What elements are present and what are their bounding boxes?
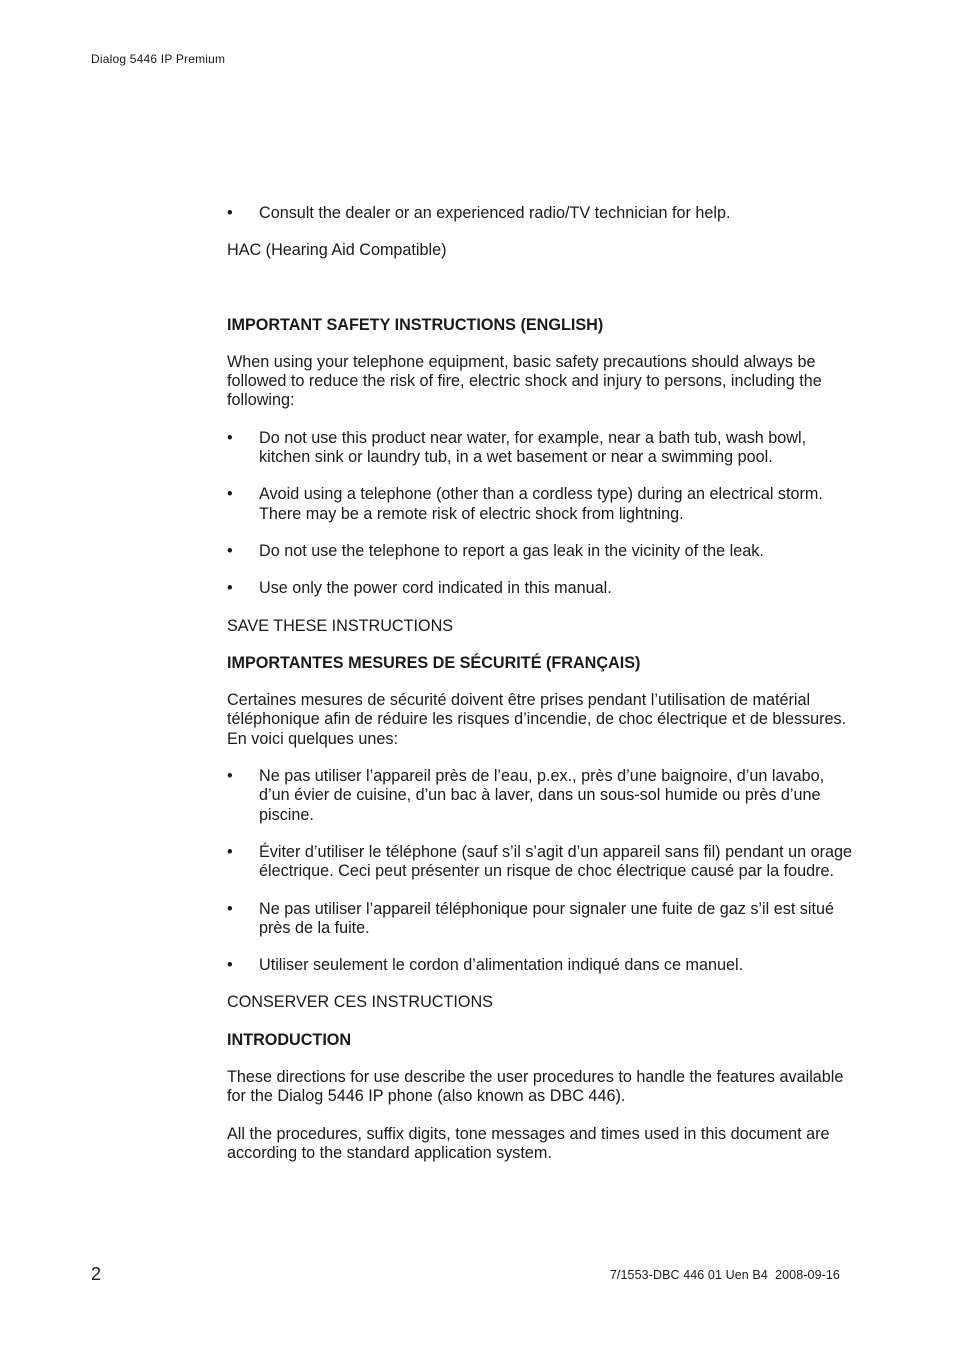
bullet-marker: • [227, 485, 233, 504]
save-instructions: SAVE THESE INSTRUCTIONS [227, 616, 454, 635]
english-intro: When using your telephone equipment, basic safety precautions should always be followed to reduce the risk of fire, electric shock and injury to persons, including the following: [227, 352, 822, 410]
bullet-marker: • [227, 204, 233, 222]
section-heading-introduction: INTRODUCTION [227, 1030, 352, 1049]
section-spacer [227, 279, 852, 316]
list-item [227, 204, 852, 223]
list-item-text: Consult the dealer or an experienced radio/TV technician for help. [259, 204, 731, 222]
list-item [227, 843, 852, 882]
bullet-marker: • [227, 842, 233, 861]
introduction-paragraph: These directions for use describe the user procedures to handle the features available for the Dialog 5446 IP phone (also known as DBC 446). [227, 1068, 844, 1106]
list-item [227, 956, 852, 975]
list-item-text: Use only the power cord indicated in this manual. [259, 579, 612, 598]
introduction-paragraph: All the procedures, suffix digits, tone messages and times used in this document are according to the standard application system. [227, 1124, 830, 1162]
hac-note: HAC (Hearing Aid Compatible) [227, 241, 447, 260]
bullet-marker: • [227, 956, 233, 975]
list-item-text: Do not use the telephone to report a gas leak in the vicinity of the leak. [259, 541, 764, 560]
list-item [227, 485, 852, 524]
page-body [227, 204, 852, 1181]
list-item [227, 429, 852, 468]
list-item [227, 579, 852, 598]
running-header: Dialog 5446 IP Premium [91, 52, 226, 66]
bullet-marker: • [227, 428, 233, 447]
list-item-text: Éviter d’utiliser le téléphone (sauf s’il s’agit d’un appareil sans fil) pendant un orage électrique. Ceci peut présenter un risque de choc électrique causé par la foudre. [259, 842, 852, 881]
list-item-text: Ne pas utiliser l’appareil téléphonique pour signaler une fuite de gaz s’il est situé près de la fuite. [259, 899, 835, 937]
bullet-marker: • [227, 579, 233, 598]
conserver-instructions: CONSERVER CES INSTRUCTIONS [227, 993, 493, 1012]
list-item-text: Ne pas utiliser l’appareil près de l’eau, p.ex., près d’une baignoire, d’un lavabo, d’un évier de cuisine, d’un bac à laver, dans un sous-sol humide ou près d’une piscine. [259, 767, 825, 824]
page-number: 2 [91, 1264, 102, 1284]
document-id: 7/1553-DBC 446 01 Uen B4 2008-09-16 [609, 1268, 840, 1282]
list-item-text: Do not use this product near water, for example, near a bath tub, wash bowl, kitchen sink or laundry tub, in a wet basement or near a swimming pool. [259, 428, 807, 467]
section-heading-french: IMPORTANTES MESURES DE SÉCURITÉ (FRANÇAIS) [227, 653, 641, 672]
section-heading-english: IMPORTANT SAFETY INSTRUCTIONS (ENGLISH) [227, 315, 604, 334]
french-intro: Certaines mesures de sécurité doivent être prises pendant l’utilisation de matérial téléphonique afin de réduire les risques d’incendie, de choc électrique et de blessures. En voici quelques unes: [227, 691, 847, 748]
list-item [227, 542, 852, 561]
bullet-marker: • [227, 767, 233, 786]
bullet-marker: • [227, 541, 233, 560]
list-item [227, 767, 852, 825]
list-item-text: Utiliser seulement le cordon d’alimentation indiqué dans ce manuel. [259, 956, 744, 975]
list-item-text: Avoid using a telephone (other than a cordless type) during an electrical storm. There may be a remote risk of electric shock from lightning. [259, 485, 823, 523]
list-item [227, 900, 852, 939]
bullet-marker: • [227, 899, 233, 918]
